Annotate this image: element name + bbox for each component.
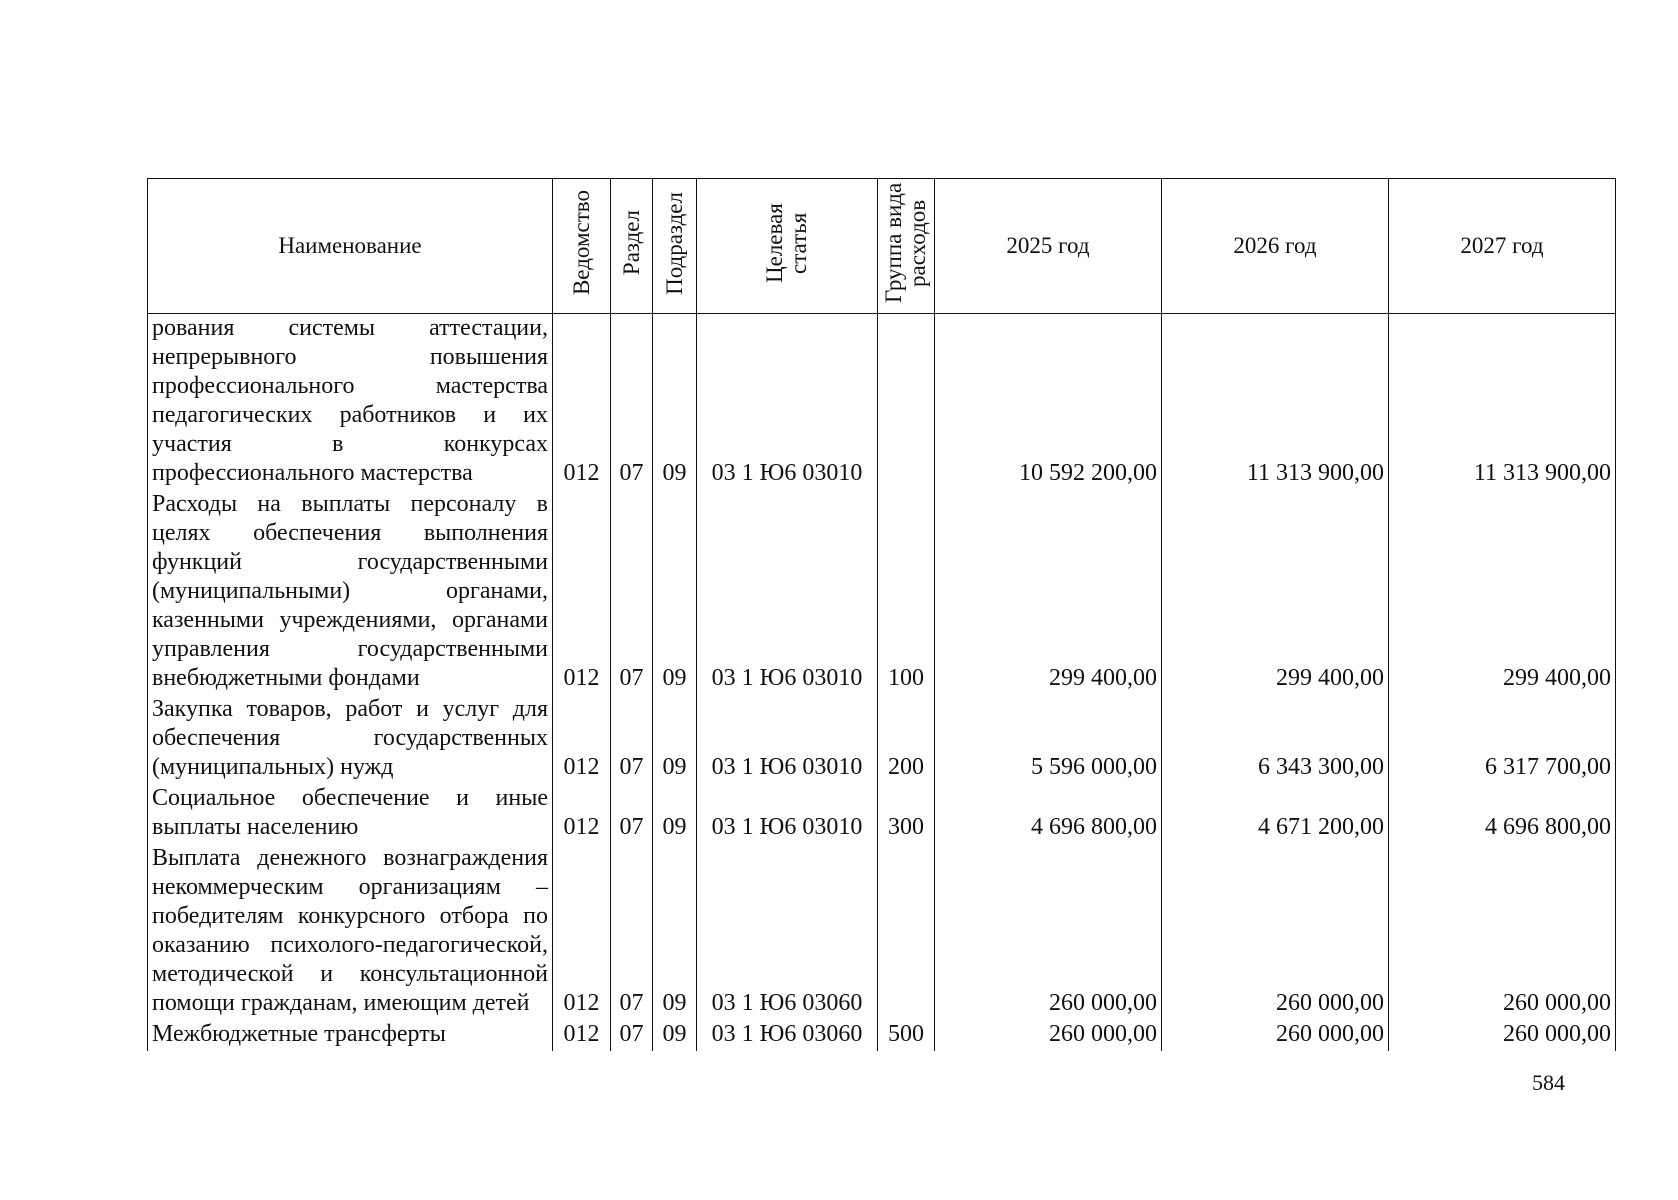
row-amount-2027: 299 400,00 (1389, 490, 1616, 695)
row-target-article: 03 1 Ю6 03010 (697, 490, 878, 695)
table-row (148, 314, 1616, 491)
row-subsection: 09 (653, 490, 697, 695)
row-expense-group (878, 314, 935, 491)
header-2025: 2025 год (935, 179, 1162, 314)
row-amount-2025: 10 592 200,00 (935, 314, 1162, 491)
row-subsection: 09 (653, 1020, 697, 1051)
row-section: 07 (611, 314, 653, 491)
row-section: 07 (611, 490, 653, 695)
row-name: рования системы аттестации, непрерывного повышения профессионального мастерства педагогических работников и их участия в конкурсах профессионального мастерства (148, 314, 553, 491)
table-body (148, 314, 1616, 1052)
row-subsection: 09 (653, 314, 697, 491)
table-row (148, 695, 1616, 784)
row-section: 07 (611, 784, 653, 844)
row-target-article: 03 1 Ю6 03060 (697, 844, 878, 1020)
row-subsection: 09 (653, 844, 697, 1020)
header-section: Раздел (611, 179, 653, 314)
row-department: 012 (553, 314, 611, 491)
row-name: Социальное обеспечение и иные выплаты населению (148, 784, 553, 844)
row-name: Межбюджетные трансферты (148, 1020, 553, 1051)
table-header (148, 179, 1616, 314)
row-department: 012 (553, 695, 611, 784)
row-amount-2025: 4 696 800,00 (935, 784, 1162, 844)
row-amount-2027: 11 313 900,00 (1389, 314, 1616, 491)
header-name: Наименование (148, 179, 553, 314)
row-amount-2027: 6 317 700,00 (1389, 695, 1616, 784)
budget-table (147, 178, 1616, 1051)
table-row (148, 1020, 1616, 1051)
row-amount-2026: 11 313 900,00 (1162, 314, 1389, 491)
row-department: 012 (553, 490, 611, 695)
row-subsection: 09 (653, 784, 697, 844)
row-amount-2025: 299 400,00 (935, 490, 1162, 695)
row-amount-2027: 260 000,00 (1389, 1020, 1616, 1051)
row-target-article: 03 1 Ю6 03010 (697, 314, 878, 491)
row-amount-2027: 4 696 800,00 (1389, 784, 1616, 844)
header-expense-group: Группа вида расходов (878, 179, 935, 314)
row-amount-2026: 260 000,00 (1162, 1020, 1389, 1051)
row-expense-group (878, 844, 935, 1020)
row-amount-2026: 260 000,00 (1162, 844, 1389, 1020)
row-amount-2025: 260 000,00 (935, 844, 1162, 1020)
row-name: Закупка товаров, работ и услуг для обеспечения государственных (муниципальных) нужд (148, 695, 553, 784)
row-name: Выплата денежного вознаграждения некоммерческим организациям – победителям конкурсного отбора по оказанию психолого-педагогической, методической и консультационной помощи гражданам, имеющим детей (148, 844, 553, 1020)
header-subsection: Подраздел (653, 179, 697, 314)
header-target-article: Целевая статья (697, 179, 878, 314)
row-amount-2025: 260 000,00 (935, 1020, 1162, 1051)
row-subsection: 09 (653, 695, 697, 784)
table-row (148, 490, 1616, 695)
header-department: Ведомство (553, 179, 611, 314)
row-section: 07 (611, 1020, 653, 1051)
row-target-article: 03 1 Ю6 03060 (697, 1020, 878, 1051)
row-target-article: 03 1 Ю6 03010 (697, 695, 878, 784)
row-department: 012 (553, 784, 611, 844)
table-row (148, 844, 1616, 1020)
row-name: Расходы на выплаты персоналу в целях обеспечения выполнения функций государственными (муниципальными) органами, казенными учреждениями, органами управления государственными внебюджетными фондами (148, 490, 553, 695)
header-row (148, 179, 1616, 314)
row-department: 012 (553, 844, 611, 1020)
row-amount-2027: 260 000,00 (1389, 844, 1616, 1020)
row-section: 07 (611, 844, 653, 1020)
table-row (148, 784, 1616, 844)
row-expense-group: 300 (878, 784, 935, 844)
header-2026: 2026 год (1162, 179, 1389, 314)
row-section: 07 (611, 695, 653, 784)
row-amount-2026: 6 343 300,00 (1162, 695, 1389, 784)
page-number: 584 (1532, 1070, 1565, 1095)
header-2027: 2027 год (1389, 179, 1616, 314)
row-expense-group: 500 (878, 1020, 935, 1051)
row-target-article: 03 1 Ю6 03010 (697, 784, 878, 844)
row-amount-2026: 299 400,00 (1162, 490, 1389, 695)
row-amount-2026: 4 671 200,00 (1162, 784, 1389, 844)
row-expense-group: 100 (878, 490, 935, 695)
row-expense-group: 200 (878, 695, 935, 784)
row-department: 012 (553, 1020, 611, 1051)
row-amount-2025: 5 596 000,00 (935, 695, 1162, 784)
